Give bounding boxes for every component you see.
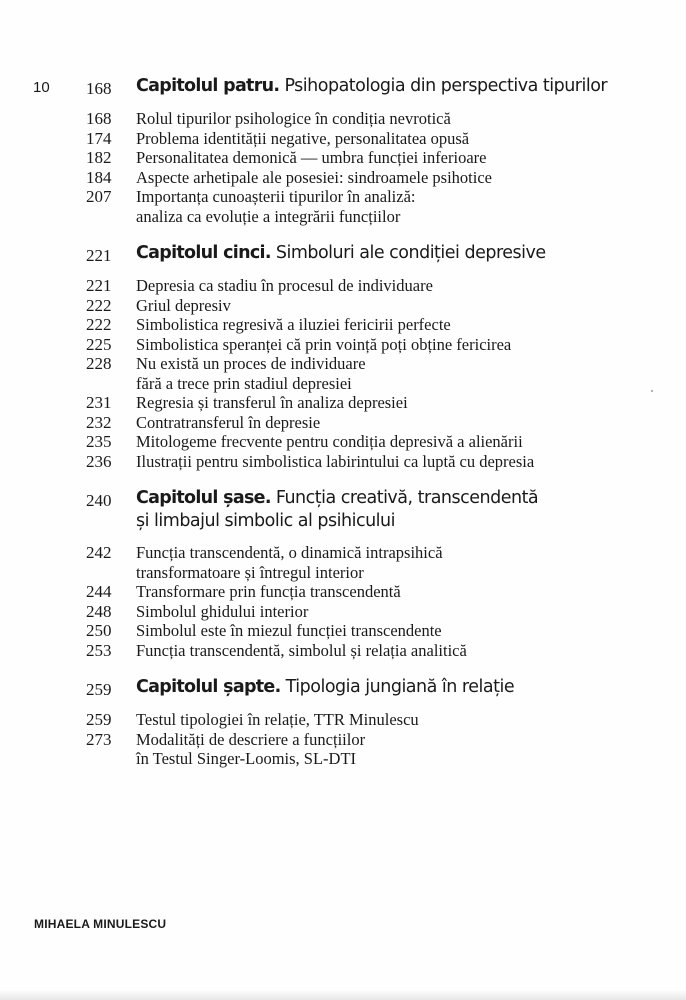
toc-chapter xyxy=(86,676,656,769)
chapter-title-line xyxy=(136,242,546,265)
toc-entry xyxy=(86,543,656,582)
entry-title-line: Funcția transcendentă, o dinamică intrapsihică xyxy=(136,543,443,562)
entry-title-line: fără a trece prin stadiul depresiei xyxy=(136,373,352,393)
entry-page-number: 182 xyxy=(86,148,112,167)
entry-title-line: Contratransferul în depresie xyxy=(136,412,321,432)
chapter-page-number: 168 xyxy=(86,79,112,98)
toc-entry xyxy=(86,168,656,188)
chapter-heading xyxy=(86,242,656,266)
toc-entry xyxy=(86,129,656,149)
entry-title xyxy=(136,335,511,355)
running-footer-author: MIHAELA MINULESCU xyxy=(34,917,167,931)
page-number: 10 xyxy=(33,79,50,96)
entry-page-number: 250 xyxy=(86,621,112,640)
entry-title-line: Importanța cunoașterii tipurilor în analiză: xyxy=(136,187,416,206)
entry-title xyxy=(136,354,366,393)
toc-entry xyxy=(86,641,656,661)
entry-page-number: 231 xyxy=(86,393,112,412)
entry-title-line: Mitologeme frecvente pentru condiția depresivă a alienării xyxy=(136,432,523,451)
entry-title-line: Problema identității negative, personalitatea opusă xyxy=(136,128,470,148)
entry-page-number: 168 xyxy=(86,109,112,128)
entry-title xyxy=(136,393,408,413)
chapter-heading xyxy=(86,75,656,99)
scan-edge-shadow xyxy=(0,990,686,1000)
entry-title xyxy=(136,582,401,602)
entry-title xyxy=(136,710,419,730)
entry-title xyxy=(136,276,433,296)
chapter-title xyxy=(136,487,538,533)
entry-title-line: Simbolul ghidului interior xyxy=(136,601,309,621)
chapter-title-line xyxy=(136,676,514,699)
entry-title xyxy=(136,641,467,661)
entry-title-line: Simbolistica speranței că prin voință poți obține fericirea xyxy=(136,334,512,354)
toc-entry xyxy=(86,432,656,452)
chapter-page-number: 240 xyxy=(86,491,112,510)
entry-page-number: 248 xyxy=(86,601,112,621)
entry-page-number: 174 xyxy=(86,128,112,148)
entry-page-number: 184 xyxy=(86,167,112,187)
chapter-title xyxy=(136,75,607,98)
entry-title xyxy=(136,602,308,622)
chapter-title-text: Tipologia jungiană în relație xyxy=(285,677,515,697)
entry-title-line: Nu există un proces de individuare xyxy=(136,354,366,373)
chapter-label: Capitolul patru. xyxy=(136,76,280,96)
chapter-title-text: Simboluri ale condiției depresive xyxy=(275,243,546,263)
toc-entry xyxy=(86,296,656,316)
entry-title-line: Griul depresiv xyxy=(136,295,231,315)
toc-entry xyxy=(86,148,656,168)
toc-entry xyxy=(86,452,656,472)
entry-page-number: 273 xyxy=(86,729,112,749)
toc-entry xyxy=(86,354,656,393)
chapter-heading xyxy=(86,676,656,700)
entry-title xyxy=(136,621,442,641)
entry-title-line: Ilustrații pentru simbolistica labirintului ca luptă cu depresia xyxy=(136,451,535,471)
print-speck xyxy=(651,390,653,392)
toc-entry xyxy=(86,602,656,622)
toc-chapter xyxy=(86,75,656,226)
entry-page-number: 222 xyxy=(86,295,112,315)
entry-page-number: 222 xyxy=(86,315,112,334)
entry-title-line: în Testul Singer-Loomis, SL-DTI xyxy=(136,749,357,768)
entry-title-line: Rolul tipurilor psihologice în condiția nevrotică xyxy=(136,109,451,128)
entry-title-line: Simbolistica regresivă a iluziei fericirii perfecte xyxy=(136,315,451,334)
chapter-title xyxy=(136,676,514,699)
toc-entry xyxy=(86,582,656,602)
entry-page-number: 236 xyxy=(86,451,112,471)
toc-chapter xyxy=(86,242,656,471)
entry-page-number: 259 xyxy=(86,710,112,729)
chapter-title-line: și limbajul simbolic al psihicului xyxy=(136,511,395,531)
chapter-title-line xyxy=(136,75,607,98)
entry-title-line: analiza ca evoluție a integrării funcțiilor xyxy=(136,206,401,226)
toc-entry xyxy=(86,710,656,730)
entry-page-number: 221 xyxy=(86,276,112,295)
entry-page-number: 228 xyxy=(86,354,112,373)
entry-title-line: Funcția transcendentă, simbolul și relația analitică xyxy=(136,640,467,660)
entry-title xyxy=(136,129,469,149)
entry-page-number: 253 xyxy=(86,640,112,660)
chapter-label: Capitolul șapte. xyxy=(136,677,281,697)
chapter-title-text: Funcția creativă, transcendentă xyxy=(275,488,539,508)
toc-entry xyxy=(86,621,656,641)
chapter-label: Capitolul cinci. xyxy=(136,243,271,263)
entry-title xyxy=(136,432,523,452)
table-of-contents xyxy=(86,75,656,769)
chapter-title-text: Psihopatologia din perspectiva tipurilor xyxy=(284,76,608,96)
chapter-heading xyxy=(86,487,656,533)
entry-title xyxy=(136,296,231,316)
entry-page-number: 242 xyxy=(86,543,112,562)
entry-title xyxy=(136,730,365,769)
entry-page-number: 244 xyxy=(86,582,112,601)
entry-title xyxy=(136,109,451,129)
toc-chapter xyxy=(86,487,656,660)
entry-title-line: Simbolul este în miezul funcției transcendente xyxy=(136,621,442,640)
chapter-title-line xyxy=(136,487,538,510)
toc-entry xyxy=(86,413,656,433)
entry-title xyxy=(136,148,486,168)
toc-entry xyxy=(86,335,656,355)
entry-title-line: Modalități de descriere a funcțiilor xyxy=(136,729,366,749)
entry-title-line: Transformare prin funcția transcendentă xyxy=(136,582,401,601)
toc-entry xyxy=(86,730,656,769)
entry-page-number: 225 xyxy=(86,334,112,354)
chapter-title xyxy=(136,242,546,265)
entry-title-line: Regresia și transferul în analiza depresiei xyxy=(136,393,408,412)
chapter-label: Capitolul șase. xyxy=(136,488,271,508)
entry-title xyxy=(136,168,492,188)
entry-title-line: Aspecte arhetipale ale posesiei: sindroamele psihotice xyxy=(136,167,492,187)
entry-title xyxy=(136,187,416,226)
entry-title-line: transformatoare și întregul interior xyxy=(136,562,364,582)
entry-title xyxy=(136,543,443,582)
chapter-page-number: 221 xyxy=(86,246,112,265)
entry-title xyxy=(136,452,534,472)
entry-page-number: 232 xyxy=(86,412,112,432)
toc-entry xyxy=(86,187,656,226)
entry-title xyxy=(136,413,320,433)
toc-entry xyxy=(86,393,656,413)
chapter-page-number: 259 xyxy=(86,680,112,699)
toc-entry xyxy=(86,315,656,335)
entry-title-line: Personalitatea demonică — umbra funcției inferioare xyxy=(136,148,487,167)
entry-title-line: Depresia ca stadiu în procesul de individuare xyxy=(136,276,433,295)
entry-title-line: Testul tipologiei în relație, TTR Minulescu xyxy=(136,710,419,729)
toc-entry xyxy=(86,109,656,129)
entry-page-number: 207 xyxy=(86,187,112,206)
entry-title xyxy=(136,315,451,335)
toc-entry xyxy=(86,276,656,296)
entry-page-number: 235 xyxy=(86,432,112,451)
